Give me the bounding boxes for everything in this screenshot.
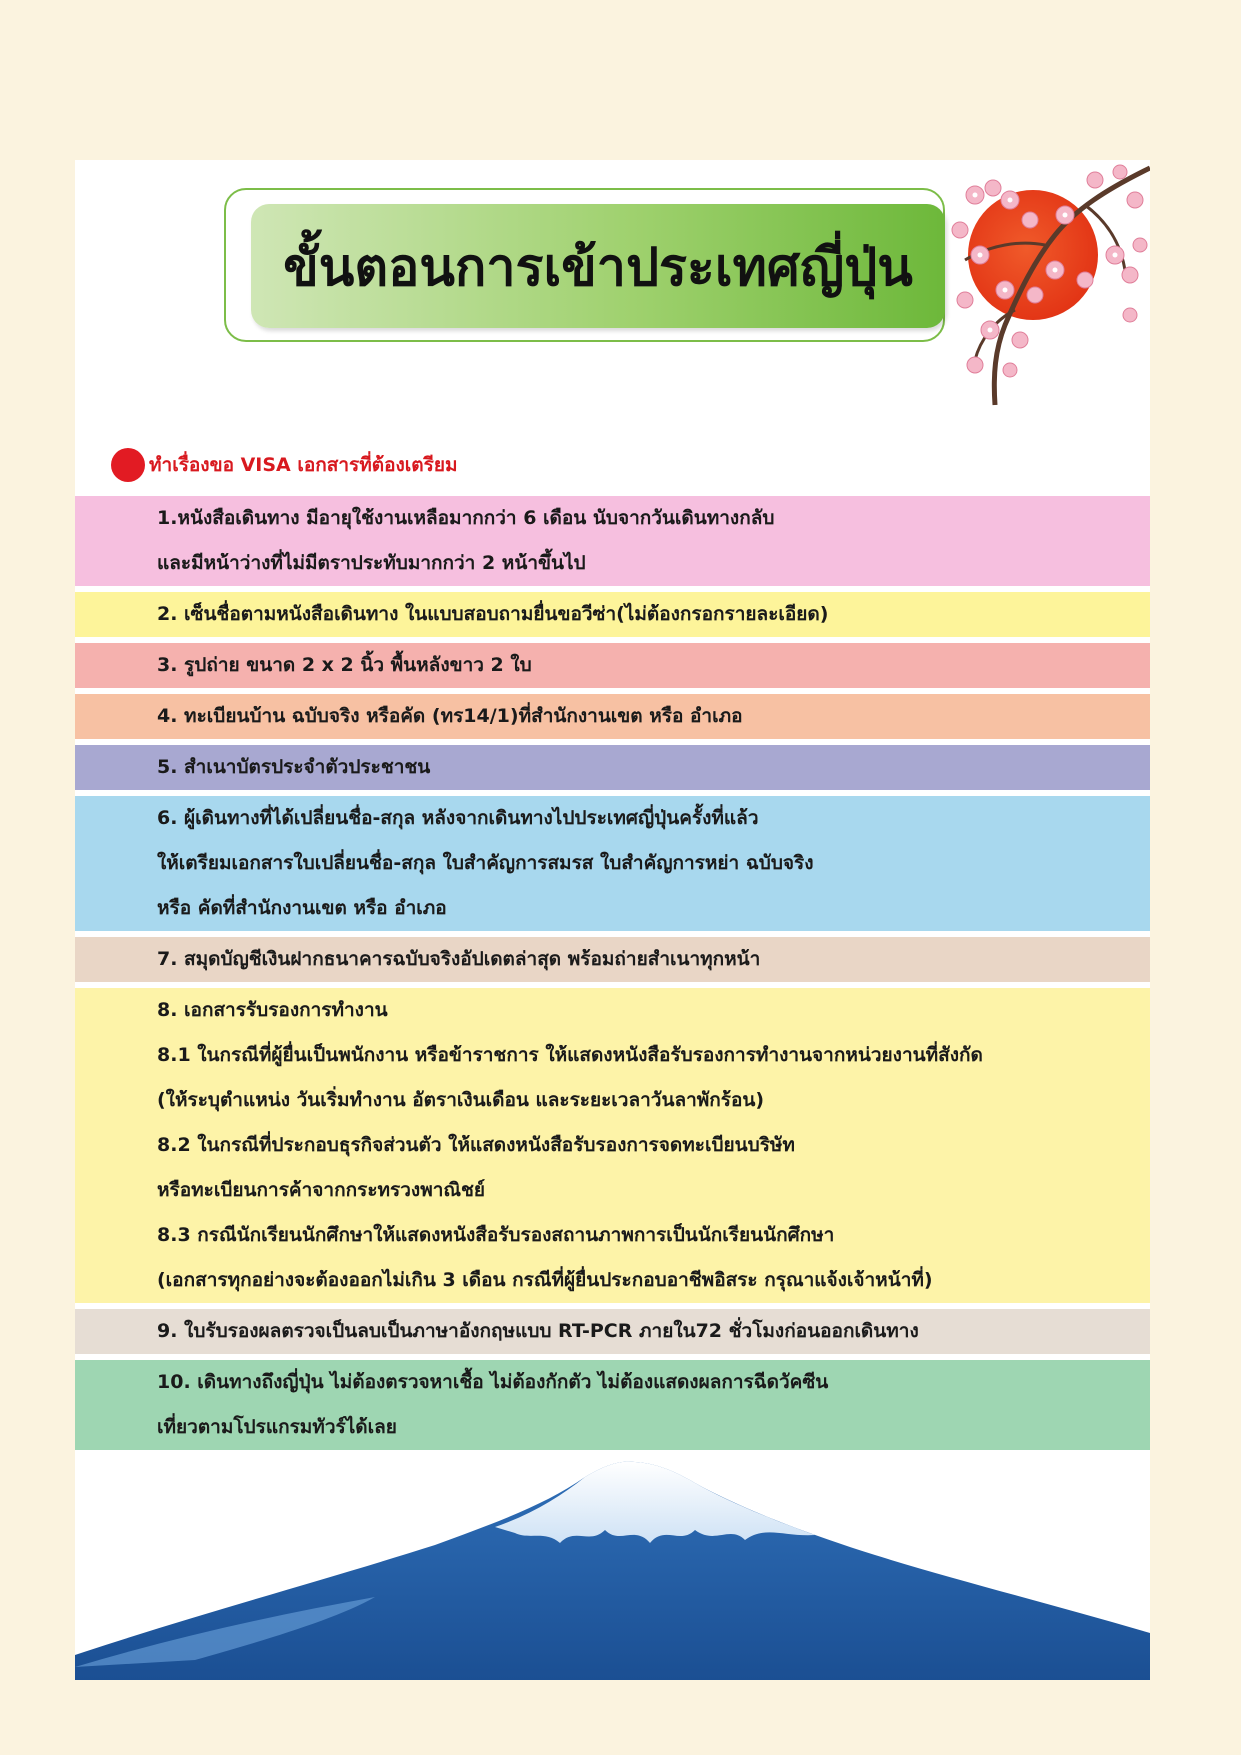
requirements-list: [75, 496, 1150, 1450]
item-line: หรือ คัดที่สำนักงานเขต หรือ อำเภอ: [157, 897, 447, 919]
sakura-branch-icon: [935, 160, 1150, 410]
list-item-9: [75, 1309, 1150, 1354]
list-item-1: [75, 496, 1150, 586]
page-title: ขั้นตอนการเข้าประเทศญี่ปุ่น: [283, 237, 913, 298]
document-card: [75, 160, 1150, 1680]
item-line: และมีหน้าว่างที่ไม่มีตราประทับมากกว่า 2 หน้าขึ้นไป: [157, 552, 586, 574]
list-item-7: [75, 937, 1150, 982]
list-item-4: [75, 694, 1150, 739]
section-header: [111, 448, 458, 482]
item-line: 8.1 ในกรณีที่ผู้ยื่นเป็นพนักงาน หรือข้าราชการ ให้แสดงหนังสือรับรองการทำงานจากหน่วยงานที่สังกัด: [157, 1044, 983, 1066]
item-line: ให้เตรียมเอกสารใบเปลี่ยนชื่อ-สกุล ใบสำคัญการสมรส ใบสำคัญการหย่า ฉบับจริง: [157, 852, 814, 874]
item-line: 2. เซ็นชื่อตามหนังสือเดินทาง ในแบบสอบถามยื่นขอวีซ่า(ไม่ต้องกรอกรายละเอียด): [157, 603, 829, 625]
item-line: (ให้ระบุตำแหน่ง วันเริ่มทำงาน อัตราเงินเดือน และระยะเวลาวันลาพักร้อน): [157, 1089, 765, 1111]
list-item-5: [75, 745, 1150, 790]
item-line: (เอกสารทุกอย่างจะต้องออกไม่เกิน 3 เดือน กรณีที่ผู้ยื่นประกอบอาชีพอิสระ กรุณาแจ้งเจ้าหน้าที่): [157, 1269, 933, 1291]
item-line: 8.2 ในกรณีที่ประกอบธุรกิจส่วนตัว ให้แสดงหนังสือรับรองการจดทะเบียนบริษัท: [157, 1134, 795, 1156]
item-line: 8. เอกสารรับรองการทำงาน: [157, 999, 388, 1021]
item-line: 10. เดินทางถึงญี่ปุ่น ไม่ต้องตรวจหาเชื้อ ไม่ต้องกักตัว ไม่ต้องแสดงผลการฉีดวัคซีน: [157, 1371, 829, 1393]
red-dot-icon: [111, 448, 145, 482]
list-item-8: [75, 988, 1150, 1303]
item-line: 9. ใบรับรองผลตรวจเป็นลบเป็นภาษาอังกฤษแบบ RT-PCR ภายใน72 ชั่วโมงก่อนออกเดินทาง: [157, 1320, 919, 1342]
item-line: 5. สำเนาบัตรประจำตัวประชาชน: [157, 756, 431, 778]
item-line: 1.หนังสือเดินทาง มีอายุใช้งานเหลือมากกว่า 6 เดือน นับจากวันเดินทางกลับ: [157, 507, 775, 529]
section-title: ทำเรื่องขอ VISA เอกสารที่ต้องเตรียม: [149, 454, 458, 476]
item-line: เที่ยวตามโปรแกรมทัวร์ได้เลย: [157, 1416, 397, 1438]
item-line: 6. ผู้เดินทางที่ได้เปลี่ยนชื่อ-สกุล หลังจากเดินทางไปประเทศญี่ปุ่นครั้งที่แล้ว: [157, 807, 759, 829]
item-line: 3. รูปถ่าย ขนาด 2 x 2 นิ้ว พื้นหลังขาว 2 ใบ: [157, 654, 532, 676]
item-line: 7. สมุดบัญชีเงินฝากธนาคารฉบับจริงอัปเดตล่าสุด พร้อมถ่ายสำเนาทุกหน้า: [157, 948, 761, 970]
list-item-6: [75, 796, 1150, 931]
list-item-3: [75, 643, 1150, 688]
list-item-2: [75, 592, 1150, 637]
item-line: 4. ทะเบียนบ้าน ฉบับจริง หรือคัด (ทร14/1)ที่สำนักงานเขต หรือ อำเภอ: [157, 705, 743, 727]
item-line: หรือทะเบียนการค้าจากกระทรวงพาณิชย์: [157, 1179, 486, 1201]
item-line: 8.3 กรณีนักเรียนนักศึกษาให้แสดงหนังสือรับรองสถานภาพการเป็นนักเรียนนักศึกษา: [157, 1224, 835, 1246]
title-banner: [251, 204, 945, 328]
mount-fuji-icon: [75, 1405, 1150, 1680]
